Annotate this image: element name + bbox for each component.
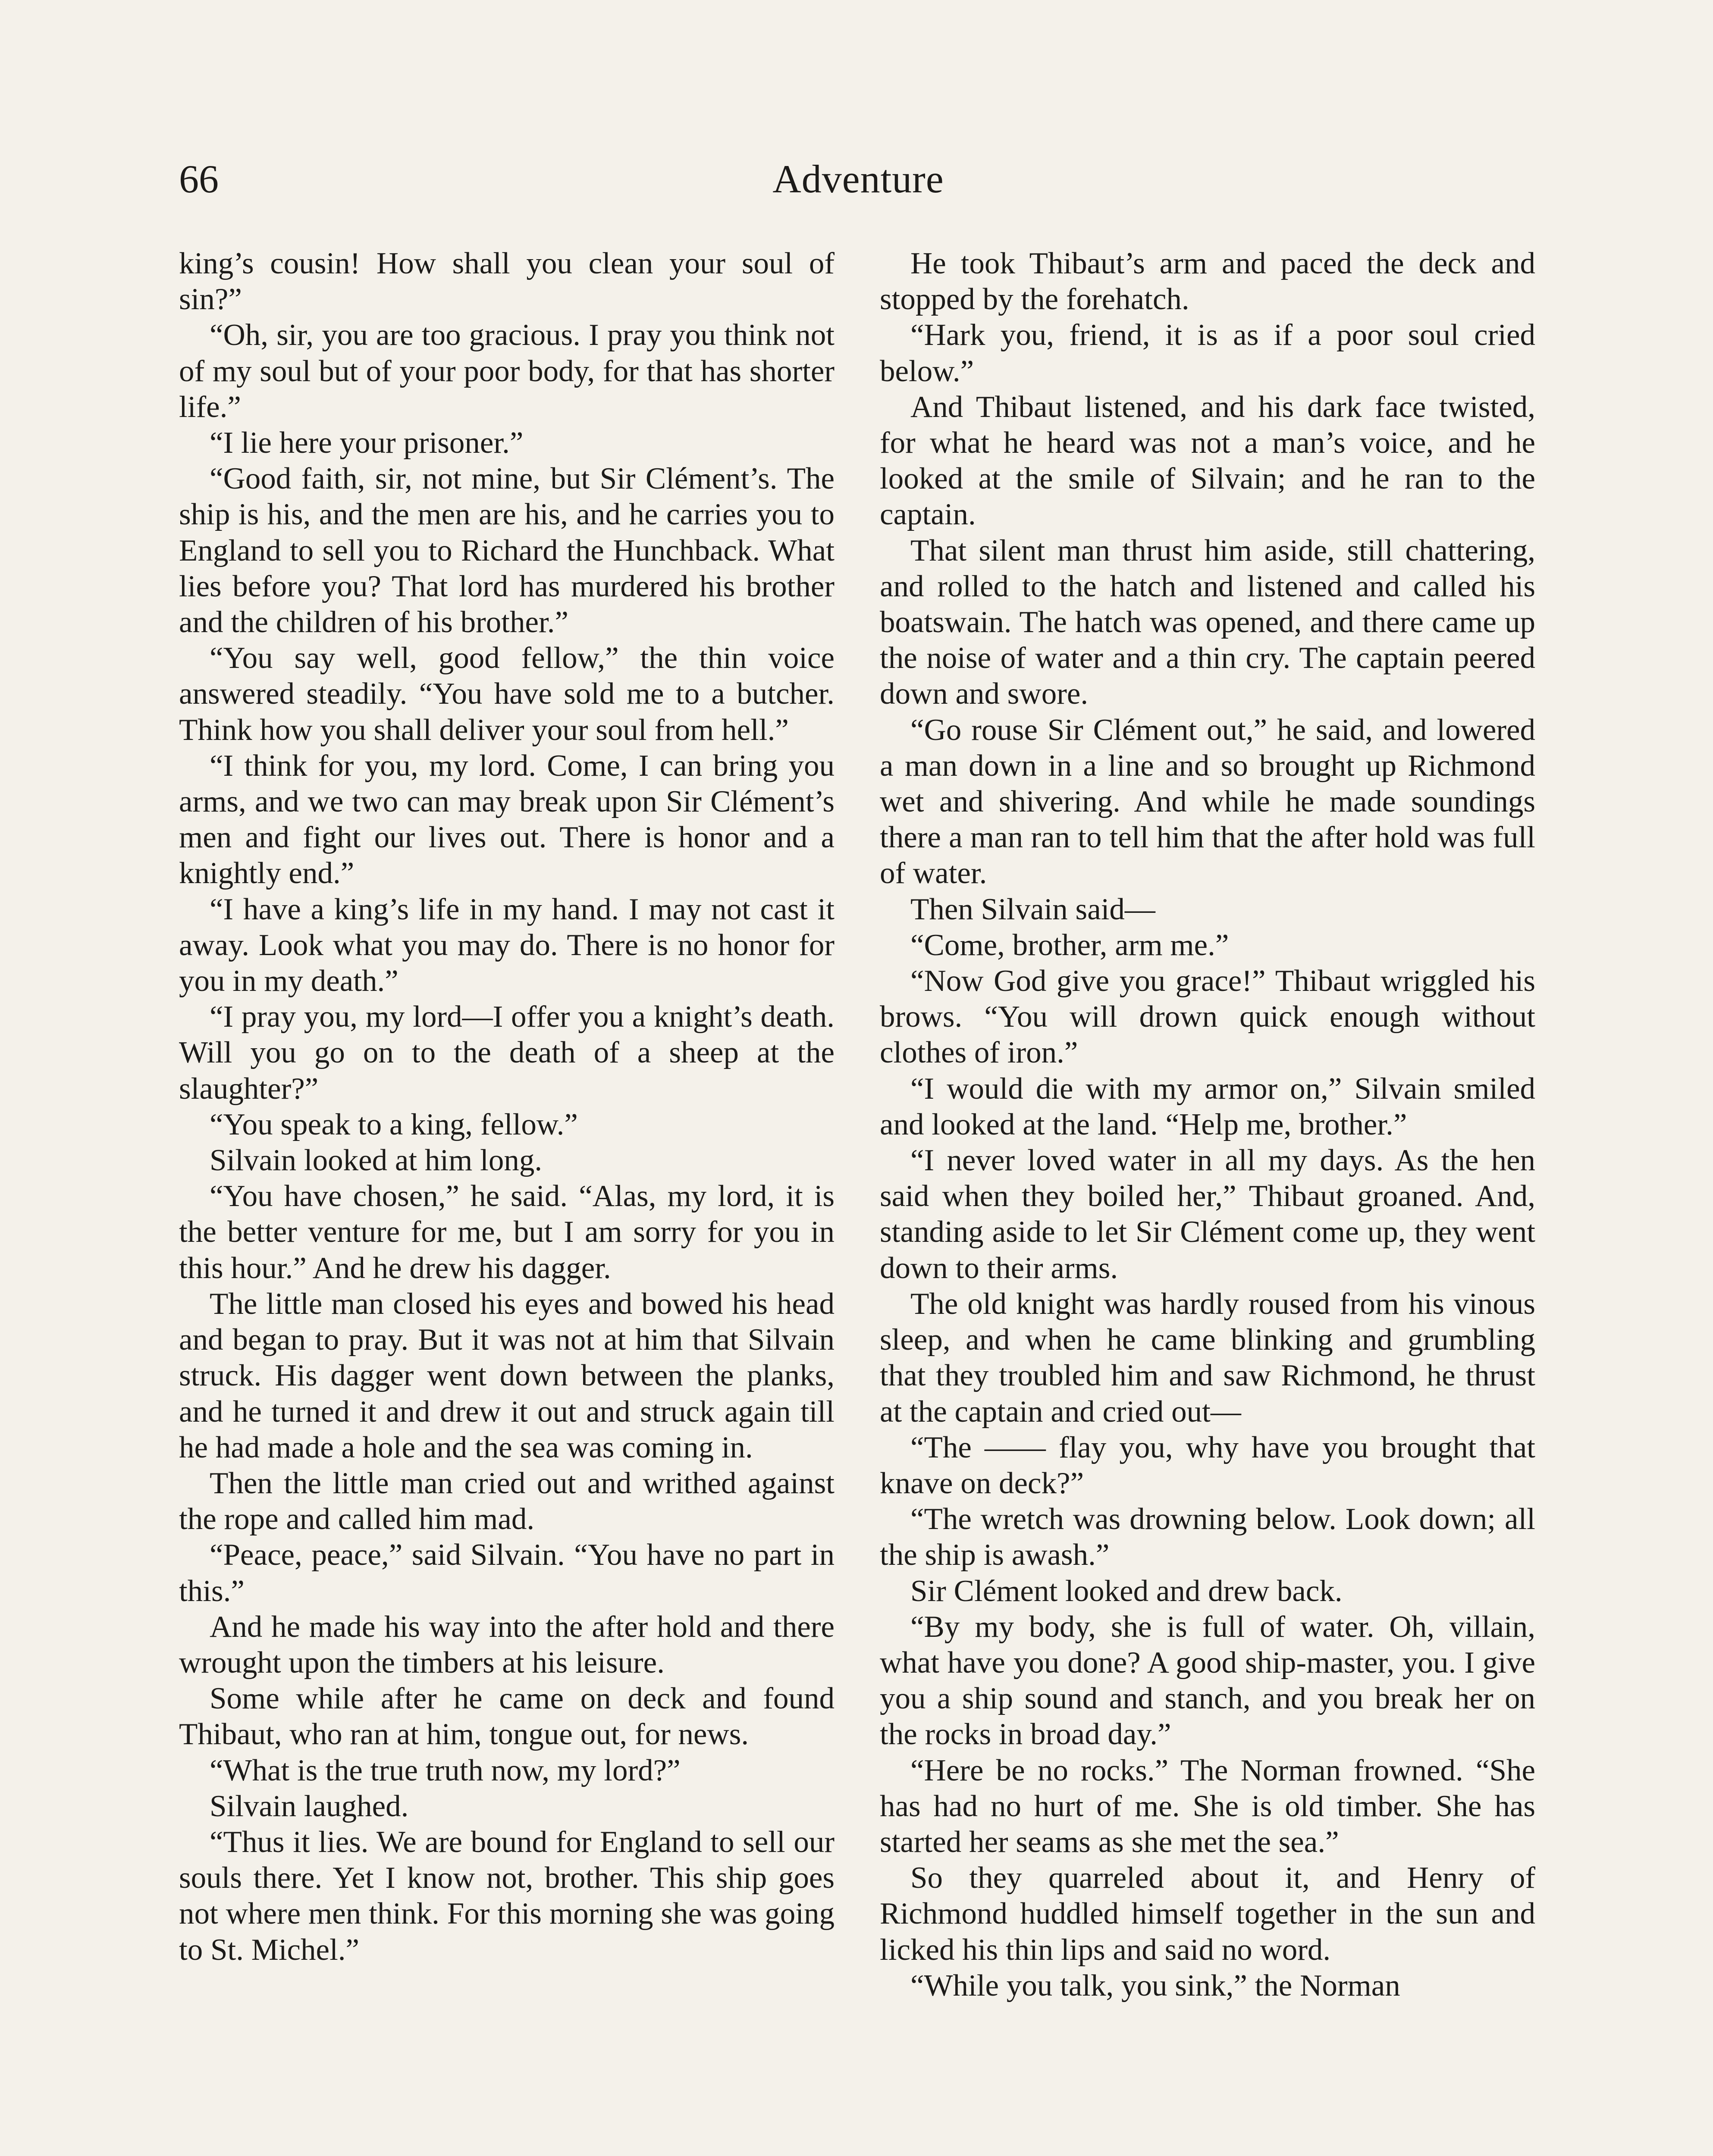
paragraph: He took Thibaut’s arm and paced the deck and stopped by the forehatch. [880, 247, 1535, 317]
paragraph: “Good faith, sir, not mine, but Sir Clément’s. The ship is his, and the men are his, and he carries you to England to sell you to Richard the Hunchback. What lies before you? That lord has murdered his brother and the children of his brother.” [179, 462, 835, 639]
paragraph: king’s cousin! How shall you clean your soul of sin?” [179, 247, 835, 317]
paragraph: “I have a king’s life in my hand. I may not cast it away. Look what you may do. There is no honor for you in my death.” [179, 892, 835, 998]
paragraph: “The —— flay you, why have you brought that knave on deck?” [880, 1430, 1535, 1500]
left-column [179, 246, 835, 1968]
paragraph: “I lie here your prisoner.” [210, 426, 524, 460]
page-header [179, 153, 1537, 205]
paragraph: And he made his way into the after hold and there wrought upon the timbers at his leisure. [179, 1610, 835, 1680]
paragraph: Then the little man cried out and writhed against the rope and called him mad. [179, 1466, 835, 1536]
paragraph: “I would die with my armor on,” Silvain smiled and looked at the land. “Help me, brother.” [880, 1072, 1535, 1141]
paragraph: “You have chosen,” he said. “Alas, my lord, it is the better venture for me, but I am sorry for you in this hour.” And he drew his dagger. [179, 1179, 835, 1285]
paragraph: Silvain laughed. [210, 1789, 409, 1823]
paragraph: Silvain looked at him long. [210, 1144, 543, 1178]
paragraph: “I never loved water in all my days. As the hen said when they boiled her,” Thibaut groaned. And, standing aside to let Sir Clément come up, they went down to their arms. [880, 1144, 1535, 1285]
paragraph: “What is the true truth now, my lord?” [210, 1753, 681, 1787]
paragraph: “Thus it lies. We are bound for England to sell our souls there. Yet I know not, brother. This ship goes not where men think. For this morning she was going to St. Michel.” [179, 1825, 835, 1967]
paragraph: The old knight was hardly roused from his vinous sleep, and when he came blinking and grumbling that they troubled him and saw Richmond, he thrust at the captain and cried out— [880, 1287, 1535, 1429]
paragraph: “Peace, peace,” said Silvain. “You have no part in this.” [179, 1538, 835, 1608]
paragraph: “Come, brother, arm me.” [910, 928, 1229, 962]
paragraph: Some while after he came on deck and found Thibaut, who ran at him, tongue out, for news. [179, 1682, 835, 1752]
paragraph: “Hark you, friend, it is as if a poor soul cried below.” [880, 318, 1535, 388]
running-head: Adventure [772, 157, 944, 201]
paragraph: “Go rouse Sir Clément out,” he said, and lowered a man down in a line and so brought up Richmond wet and shivering. And while he made soundings there a man ran to tell him that the after hold was full of water. [880, 713, 1535, 890]
paragraph: Then Silvain said— [910, 892, 1155, 926]
right-column [880, 246, 1535, 2004]
paragraph: “I pray you, my lord—I offer you a knight’s death. Will you go on to the death of a sheep at the slaughter?” [179, 1000, 835, 1106]
paragraph: “Here be no rocks.” The Norman frowned. “She has had no hurt of me. She is old timber. She has started her seams as she met the sea.” [880, 1753, 1535, 1859]
paragraph: The little man closed his eyes and bowed his head and began to pray. But it was not at him that Silvain struck. His dagger went down between the planks, and he turned it and drew it out and struck again till he had made a hole and the sea was coming in. [179, 1287, 835, 1464]
paragraph: “You say well, good fellow,” the thin voice answered steadily. “You have sold me to a butcher. Think how you shall deliver your soul from hell.” [179, 641, 835, 747]
paragraph: “While you talk, you sink,” the Norman [910, 1968, 1400, 2002]
page-number: 66 [179, 157, 219, 201]
paragraph: “By my body, she is full of water. Oh, villain, what have you done? A good ship-master, you. I give you a ship sound and stanch, and you break her on the rocks in broad day.” [880, 1610, 1535, 1752]
paragraph: “Now God give you grace!” Thibaut wriggled his brows. “You will drown quick enough without clothes of iron.” [880, 964, 1535, 1070]
paragraph: That silent man thrust him aside, still chattering, and rolled to the hatch and listened and called his boatswain. The hatch was opened, and there came up the noise of water and a thin cry. The captain peered down and swore. [880, 533, 1535, 711]
paragraph: “I think for you, my lord. Come, I can bring you arms, and we two can may break upon Sir Clément’s men and fight our lives out. There is honor and a knightly end.” [179, 749, 835, 890]
paragraph: “You speak to a king, fellow.” [210, 1107, 578, 1141]
paragraph: And Thibaut listened, and his dark face twisted, for what he heard was not a man’s voice, and he looked at the smile of Silvain; and he ran to the captain. [880, 390, 1535, 532]
paragraph: Sir Clément looked and drew back. [910, 1574, 1343, 1608]
paragraph: “Oh, sir, you are too gracious. I pray you think not of my soul but of your poor body, for that has shorter life.” [179, 318, 835, 424]
paragraph: “The wretch was drowning below. Look down; all the ship is awash.” [880, 1502, 1535, 1572]
paragraph: So they quarreled about it, and Henry of Richmond huddled himself together in the sun and licked his thin lips and said no word. [880, 1861, 1535, 1967]
